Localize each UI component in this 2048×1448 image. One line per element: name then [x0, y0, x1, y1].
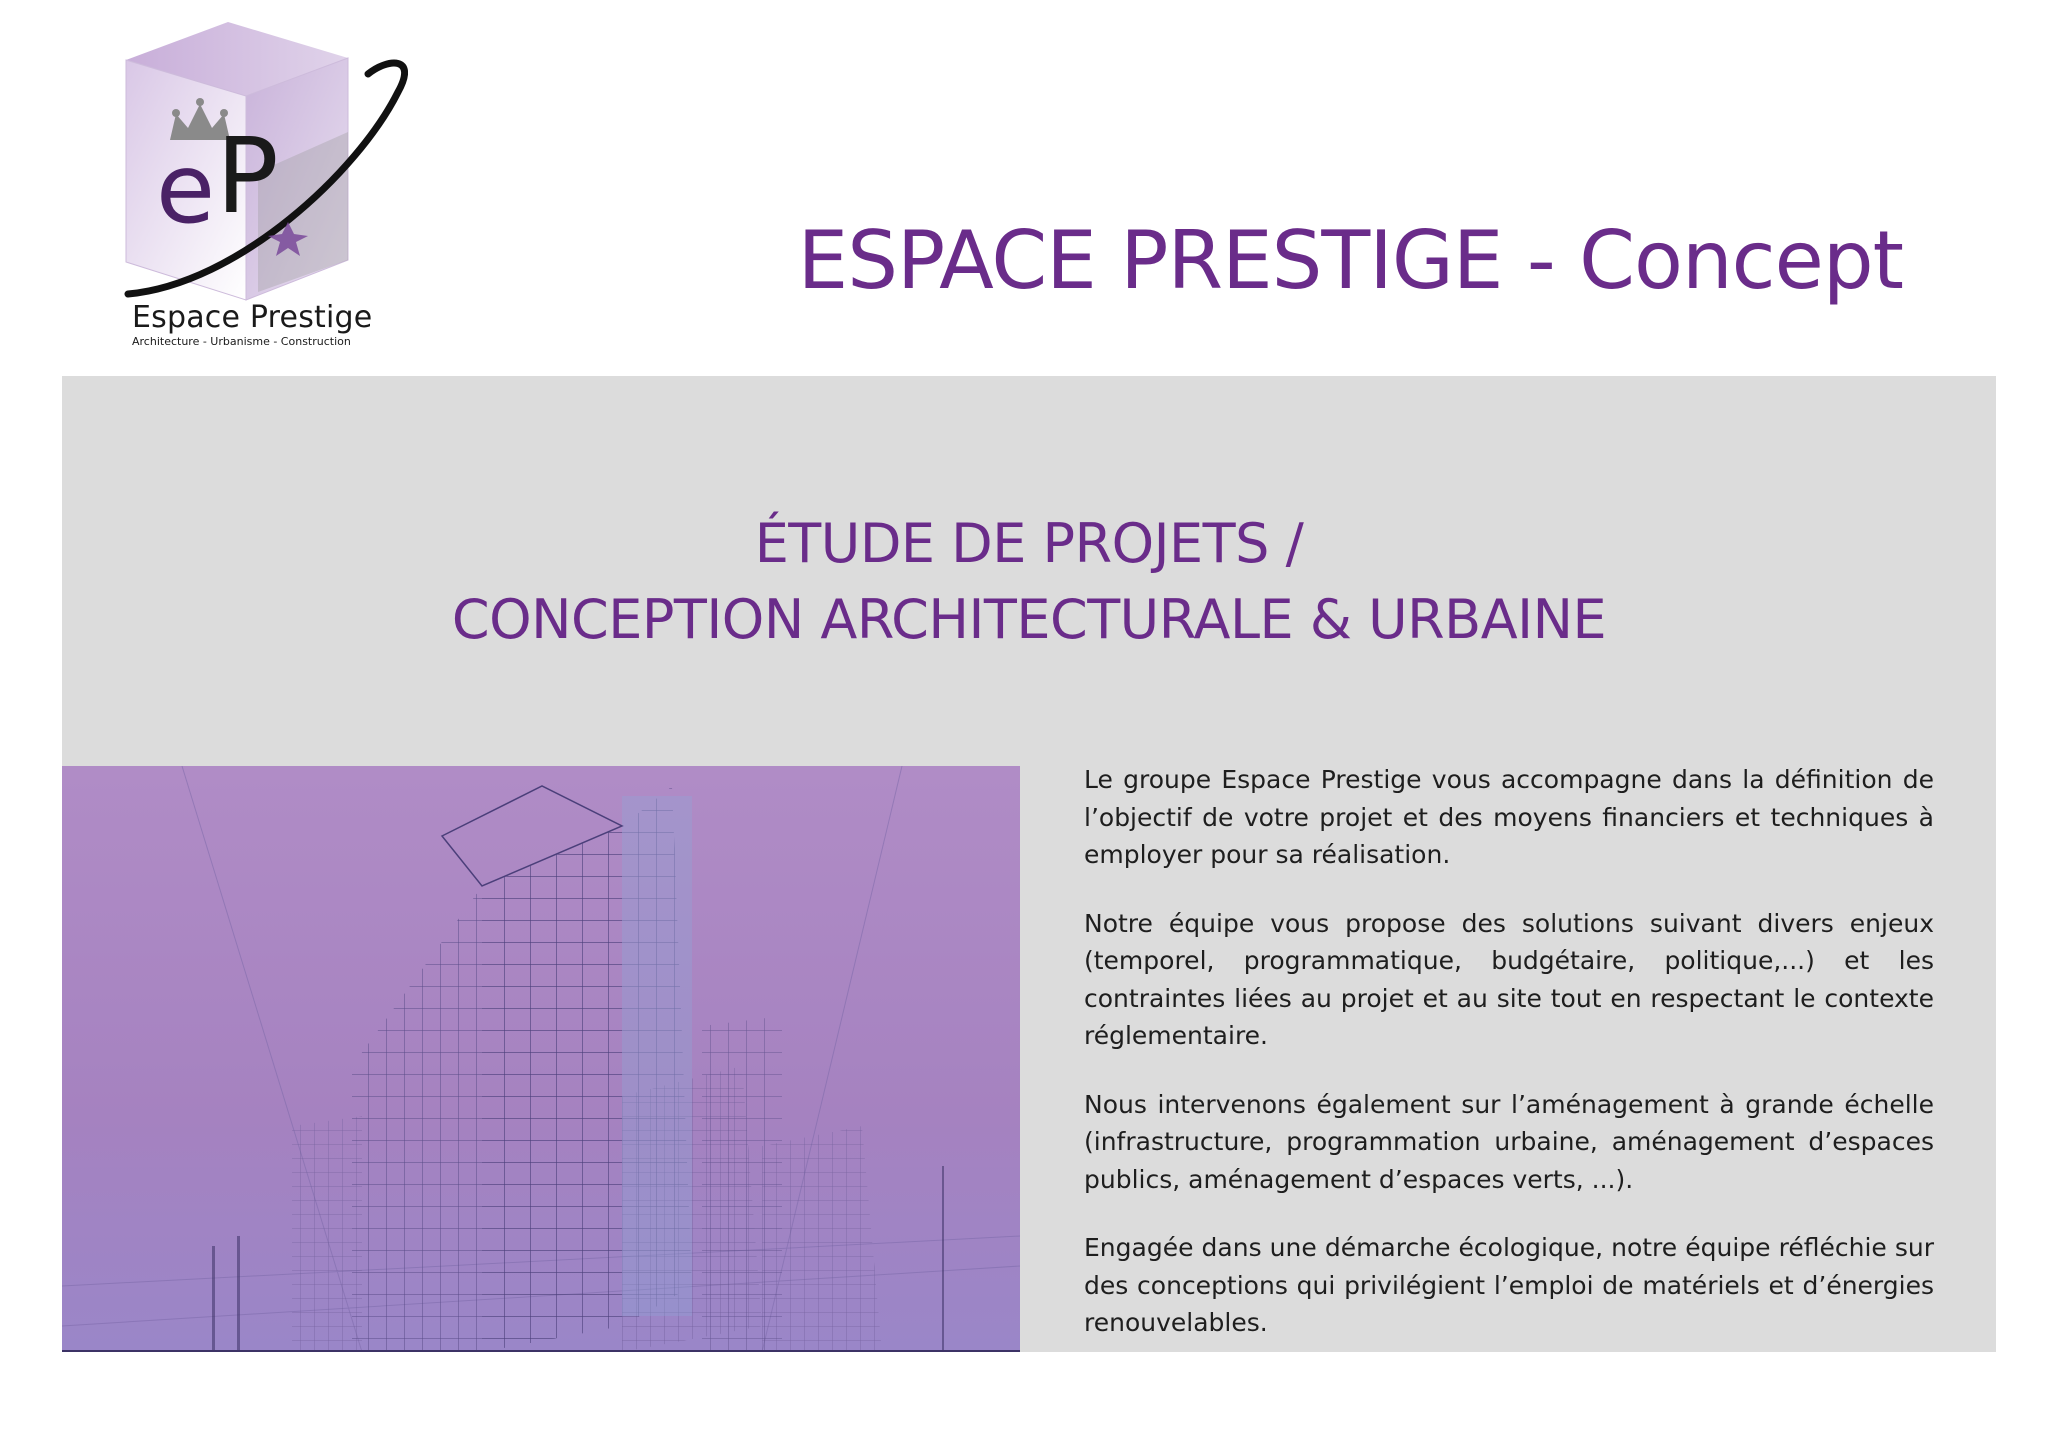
company-logo	[118, 22, 408, 352]
building-wireframe-icon	[62, 766, 1020, 1352]
paragraph-ecology: Engagée dans une démarche écologique, notre équipe réfléchie sur des conceptions qui privilégient l’emploi de matériels et d’énergies renouvelables.	[1084, 1233, 1934, 1337]
logo-name: Espace Prestige	[132, 300, 373, 335]
paragraph-intro: Le groupe Espace Prestige vous accompagne dans la définition de l’objectif de votre projet et des moyens financiers et techniques à employer pour sa réalisation.	[1084, 765, 1934, 869]
paragraph-urban-planning: Nous intervenons également sur l’aménagement à grande échelle (infrastructure, programmation urbaine, aménagement d’espaces publics, aménagement d’espaces verts, ...).	[1084, 1089, 1934, 1194]
logo-tagline: Architecture - Urbanisme - Construction	[132, 335, 351, 348]
description-text	[1084, 761, 1934, 1373]
page-title: ESPACE PRESTIGE - Concept	[797, 213, 1903, 307]
content-panel	[62, 376, 1996, 1352]
section-title-line-1: ÉTUDE DE PROJETS /	[754, 512, 1304, 575]
section-title	[62, 506, 1996, 658]
svg-text:P: P	[216, 115, 279, 237]
logo-emblem-icon	[118, 22, 408, 312]
section-title-line-2: CONCEPTION ARCHITECTURALE & URBAINE	[451, 588, 1607, 651]
paragraph-solutions: Notre équipe vous propose des solutions suivant divers enjeux (temporel, programmatique, budgétaire, politique,...) et les contraintes liées au projet et au site tout en respectant le contexte réglementaire.	[1084, 908, 1934, 1050]
building-sketch-illustration	[62, 766, 1020, 1352]
svg-text:e: e	[156, 133, 216, 245]
